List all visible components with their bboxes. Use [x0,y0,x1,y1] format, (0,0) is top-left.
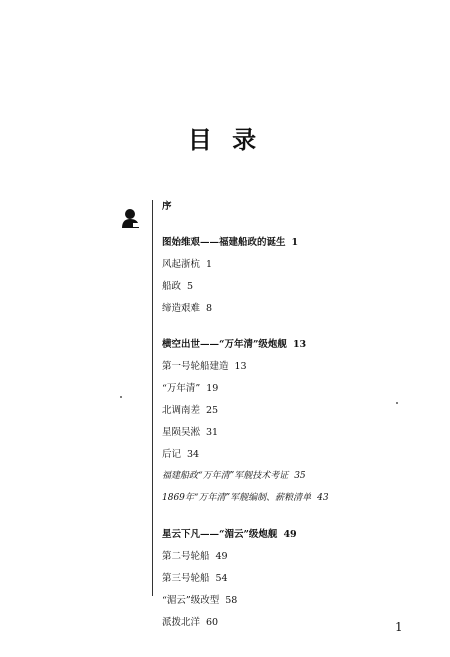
toc-entry-title: 福建船政“万年清”军舰技术考证 [162,471,289,481]
toc-entry [162,338,432,360]
toc-entry-title: “湄云”级改型 [162,595,220,606]
toc-entry-page: 13 [234,361,247,372]
toc-entry-title: 横空出世——“万年清”级炮舰 [162,339,287,350]
toc-entry-page: 49 [215,551,228,562]
toc-entry-title: 风起浙杭 [162,259,201,270]
toc-entry-page: 25 [206,405,219,416]
page-number: 1 [395,620,403,634]
toc-entry [162,258,432,280]
toc-entry-title: 1869年“万年清”军舰编制、薪粮清单 [162,493,312,503]
toc-entry-title: 星云下凡——“湄云”级炮舰 [162,529,278,540]
toc-preface: 序 [162,201,172,212]
toc-entry [162,280,432,302]
scan-speck [396,402,398,404]
page-title: 目 录 [187,125,263,154]
toc-entry-page: 34 [187,449,200,460]
toc-divider-line [152,200,153,596]
toc-entry-title: 图始维艰——福建船政的诞生 [162,237,286,248]
toc-entry [162,236,432,258]
toc-entry-page: 5 [187,281,194,292]
toc-entry [162,360,432,382]
toc-entry-page: 43 [317,493,329,503]
toc-entry-title: 第三号轮船 [162,573,210,584]
toc-entry-page: 8 [206,303,213,314]
toc-entry [162,572,432,594]
toc-entry-page: 54 [215,573,228,584]
toc-entry [162,448,432,470]
toc-entry-page: 1 [206,259,213,270]
toc-entry-page: 58 [225,595,238,606]
toc-entry [162,404,432,426]
chapter-emblem-icon [118,206,144,232]
toc-entry-title: 星陨吴淞 [162,427,201,438]
toc-entry-page: 31 [206,427,219,438]
toc-entry-title: 第一号轮船建造 [162,361,229,372]
toc-entry [162,426,432,448]
toc-entry [162,594,432,616]
table-of-contents [162,200,432,638]
toc-entry [162,492,432,514]
toc-entry-page: 13 [292,339,307,350]
toc-entry-title: 船政 [162,281,182,292]
toc-entry [162,302,432,324]
toc-entry-page: 19 [206,383,219,394]
toc-entry-page: 1 [291,237,299,248]
toc-entry-title: 派拨北洋 [162,617,201,628]
toc-entry-page: 49 [283,529,297,540]
toc-sections [162,236,432,638]
scan-speck [120,396,122,398]
toc-entry [162,616,432,638]
toc-entry-title: “万年清” [162,383,201,394]
toc-entry [162,382,432,404]
toc-entry-title: 缔造艰难 [162,303,201,314]
toc-entry-title: 北调南差 [162,405,201,416]
toc-entry-page: 60 [206,617,219,628]
toc-entry-title: 后记 [162,449,182,460]
toc-entry-page: 35 [294,471,306,481]
toc-entry [162,470,432,492]
toc-entry-title: 第二号轮船 [162,551,210,562]
toc-entry [162,550,432,572]
toc-entry [162,528,432,550]
